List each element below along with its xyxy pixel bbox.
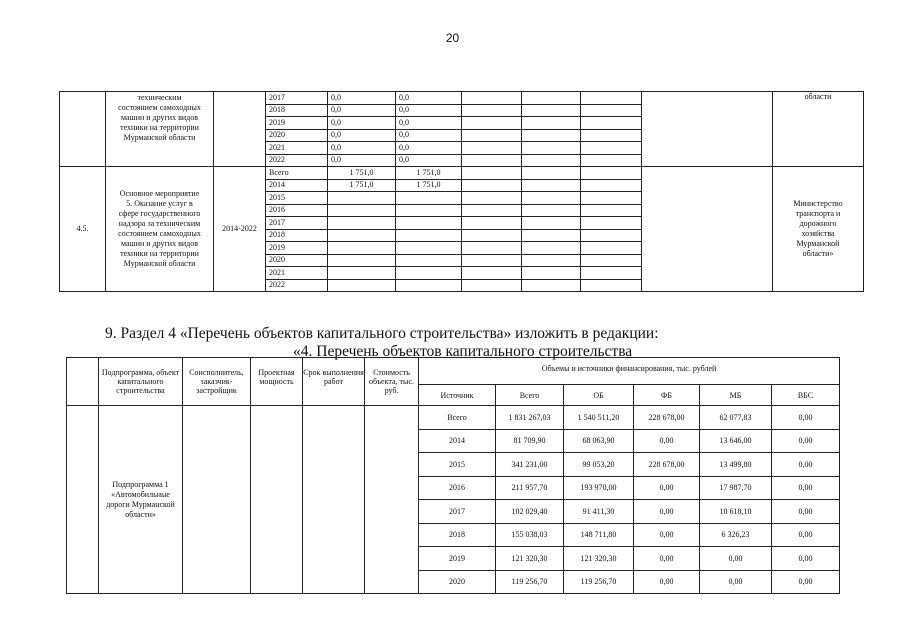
year-cell: 2019 [266,242,328,255]
ob-cell: 119 256,70 [564,570,634,594]
value-cell [462,204,522,217]
value-cell [522,104,581,117]
description-line: Мурманской области [123,259,196,268]
mb-cell: 62 077,83 [700,406,772,430]
total-cell: 341 231,00 [496,453,564,477]
year-cell: 2022 [266,154,328,167]
value-cell [522,142,581,155]
year-cell: 2017 [266,92,328,105]
value-cell [462,229,522,242]
period-cell: 2014-2022 [214,167,266,292]
table-row [67,406,840,430]
description-line: Основное мероприятие [119,189,200,198]
source-cell: 2019 [419,547,496,571]
table-row [60,167,864,180]
page-number: 20 [445,31,460,45]
description-line: состоянием самоходных [118,103,201,112]
value-cell [581,217,642,230]
number-cell [60,92,106,167]
value-cell: 1 751,0 [396,167,462,180]
year-cell: 2018 [266,104,328,117]
value-cell [462,267,522,280]
deadline-header: Срок выполнения работ [303,358,365,406]
value-cell [522,279,581,292]
program-line: области» [125,509,156,519]
value-cell [522,217,581,230]
total-cell: 211 957,70 [496,476,564,500]
fb-header: ФБ [634,385,700,406]
value-cell [522,117,581,130]
description-line: техническим [137,93,182,102]
description-line: машин и других видов [121,113,198,122]
mb-cell: 17 987,70 [700,476,772,500]
vbs-cell: 0,00 [772,570,840,594]
mb-cell: 10 618,10 [700,500,772,524]
value-cell [396,192,462,205]
value-cell [581,167,642,180]
value-cell [581,279,642,292]
capacity-header: Проектная мощность [251,358,303,406]
ob-cell: 121 320,30 [564,547,634,571]
total-cell: 119 256,70 [496,570,564,594]
value-cell: 1 751,0 [396,179,462,192]
value-cell [522,204,581,217]
vbs-cell: 0,00 [772,500,840,524]
year-cell: 2014 [266,179,328,192]
value-cell [328,279,396,292]
value-cell [522,192,581,205]
fb-cell: 0,00 [634,547,700,571]
capacity-cell [251,406,303,594]
top-table [59,91,864,292]
vbs-cell: 0,00 [772,523,840,547]
executor-line: хозяйства [801,229,835,238]
fb-cell: 228 678,00 [634,453,700,477]
value-cell: 0,0 [328,129,396,142]
executor-cell: области [773,92,864,167]
value-cell: 0,0 [396,117,462,130]
source-cell: 2015 [419,453,496,477]
total-cell: 155 038,03 [496,523,564,547]
value-cell [328,192,396,205]
description-line: машин и других видов [121,239,198,248]
source-cell: 2016 [419,476,496,500]
cost-header: Стоимость объекта, тыс. руб. [365,358,419,406]
value-cell [396,242,462,255]
year-cell: 2015 [266,192,328,205]
vbs-cell: 0,00 [772,406,840,430]
value-cell [581,154,642,167]
year-cell: 2021 [266,267,328,280]
value-cell: 0,0 [328,154,396,167]
source-cell: 2018 [419,523,496,547]
value-cell [581,142,642,155]
executor-line: области» [802,249,834,258]
fb-cell: 0,00 [634,523,700,547]
value-cell [581,242,642,255]
year-cell: 2020 [266,129,328,142]
year-cell: 2018 [266,229,328,242]
vbs-cell: 0,00 [772,453,840,477]
program-line: дороги Мурманской [106,499,175,509]
value-cell [462,242,522,255]
value-cell [396,217,462,230]
deadline-cell [303,406,365,594]
description-line: состоянием самоходных [118,229,201,238]
fb-cell: 0,00 [634,570,700,594]
value-cell [581,254,642,267]
value-cell [581,229,642,242]
value-cell: 0,0 [396,142,462,155]
mb-cell: 6 326,23 [700,523,772,547]
value-cell [581,104,642,117]
executor-cell [773,167,864,292]
value-cell: 0,0 [396,154,462,167]
fb-cell: 0,00 [634,476,700,500]
period-cell [214,92,266,167]
total-cell: 102 029,40 [496,500,564,524]
total-cell: 121 320,30 [496,547,564,571]
financing-rows [67,406,840,594]
value-cell [522,179,581,192]
value-cell [462,142,522,155]
value-cell [522,267,581,280]
value-cell [581,92,642,105]
ob-cell: 91 411,30 [564,500,634,524]
source-cell: Всего [419,406,496,430]
value-cell [522,154,581,167]
empty-cell [642,167,773,292]
value-cell [522,129,581,142]
value-cell [522,92,581,105]
value-cell [462,279,522,292]
vbs-cell: 0,00 [772,429,840,453]
number-cell [67,406,99,594]
value-cell [328,242,396,255]
source-cell: 2017 [419,500,496,524]
financing-header: Объемы и источники финансирования, тыс. рублей [419,358,840,385]
program-line: Подпрограмма 1 [112,479,169,489]
executor-line: Мурманской [796,239,840,248]
value-cell [581,192,642,205]
ob-cell: 1 540 511,20 [564,406,634,430]
description-line: 5. Оказание услуг в [126,199,193,208]
value-cell [522,229,581,242]
table-row [60,92,864,105]
year-cell: 2017 [266,217,328,230]
vbs-cell: 0,00 [772,547,840,571]
program-cell [99,406,183,594]
capital-construction-table [66,357,840,594]
year-cell: 2016 [266,204,328,217]
description-line: сфере государственного [118,209,201,218]
mb-header: МБ [700,385,772,406]
value-cell [396,204,462,217]
ob-cell: 99 053,20 [564,453,634,477]
value-cell [462,129,522,142]
vbs-cell: 0,00 [772,476,840,500]
value-cell [522,254,581,267]
value-cell [462,167,522,180]
value-cell [462,192,522,205]
value-cell: 0,0 [396,92,462,105]
description-line: техники на территории [120,123,199,132]
fb-cell: 228 678,00 [634,406,700,430]
value-cell [522,167,581,180]
program-line: «Автомобильные [111,489,170,499]
description-cell [106,92,214,167]
object-header: Подпрограмма, объект капитального строительства [99,358,183,406]
value-cell: 0,0 [328,104,396,117]
cost-cell [365,406,419,594]
value-cell [328,204,396,217]
value-cell: 0,0 [328,117,396,130]
value-cell [396,279,462,292]
value-cell: 0,0 [396,129,462,142]
executor-header: Соисполнитель, заказчик-застройщик [183,358,251,406]
year-cell: 2019 [266,117,328,130]
value-cell [462,179,522,192]
value-cell: 1 751,0 [328,167,396,180]
executor-line: дорожного [799,219,837,228]
ob-cell: 68 063,90 [564,429,634,453]
mb-cell: 13 646,00 [700,429,772,453]
value-cell [328,267,396,280]
empty-cell [642,92,773,167]
year-cell: 2022 [266,279,328,292]
fb-cell: 0,00 [634,500,700,524]
value-cell [522,242,581,255]
value-cell [581,204,642,217]
year-cell: Всего [266,167,328,180]
second-block [60,167,864,292]
executor-cell [183,406,251,594]
value-cell [462,92,522,105]
executor-line: транспорта и [795,209,841,218]
value-cell [581,129,642,142]
row-number-header [67,358,99,406]
value-cell [396,229,462,242]
first-block [60,92,864,167]
value-cell [581,179,642,192]
description-line: надзора за техническим [118,219,201,228]
year-cell: 2020 [266,254,328,267]
mb-cell: 0,00 [700,570,772,594]
value-cell [462,217,522,230]
source-cell: 2020 [419,570,496,594]
total-header: Всего [496,385,564,406]
source-cell: 2014 [419,429,496,453]
number-cell: 4.5. [60,167,106,292]
value-cell [581,117,642,130]
total-cell: 1 831 267,03 [496,406,564,430]
ob-header: ОБ [564,385,634,406]
header-row [67,358,840,385]
source-header: Источник [419,385,496,406]
value-cell [462,154,522,167]
fb-cell: 0,00 [634,429,700,453]
description-cell [106,167,214,292]
value-cell [328,217,396,230]
value-cell [328,229,396,242]
ob-cell: 193 970,00 [564,476,634,500]
vbs-header: ВБС [772,385,840,406]
value-cell [581,267,642,280]
mb-cell: 13 499,80 [700,453,772,477]
value-cell [462,254,522,267]
value-cell [462,104,522,117]
value-cell [396,267,462,280]
year-cell: 2021 [266,142,328,155]
value-cell [396,254,462,267]
executor-line: Министерство [793,199,843,208]
value-cell [462,117,522,130]
section-subheading: «4. Перечень объектов капитального строительства [293,343,633,360]
value-cell: 0,0 [328,92,396,105]
mb-cell: 0,00 [700,547,772,571]
value-cell: 0,0 [396,104,462,117]
description-line: техники на территории [120,249,199,258]
value-cell: 0,0 [328,142,396,155]
description-line: Мурманской области [123,133,196,142]
ob-cell: 148 711,80 [564,523,634,547]
value-cell [328,254,396,267]
total-cell: 81 709,90 [496,429,564,453]
value-cell: 1 751,0 [328,179,396,192]
section-heading: 9. Раздел 4 «Перечень объектов капитального строительства» изложить в редакции: [105,325,659,342]
